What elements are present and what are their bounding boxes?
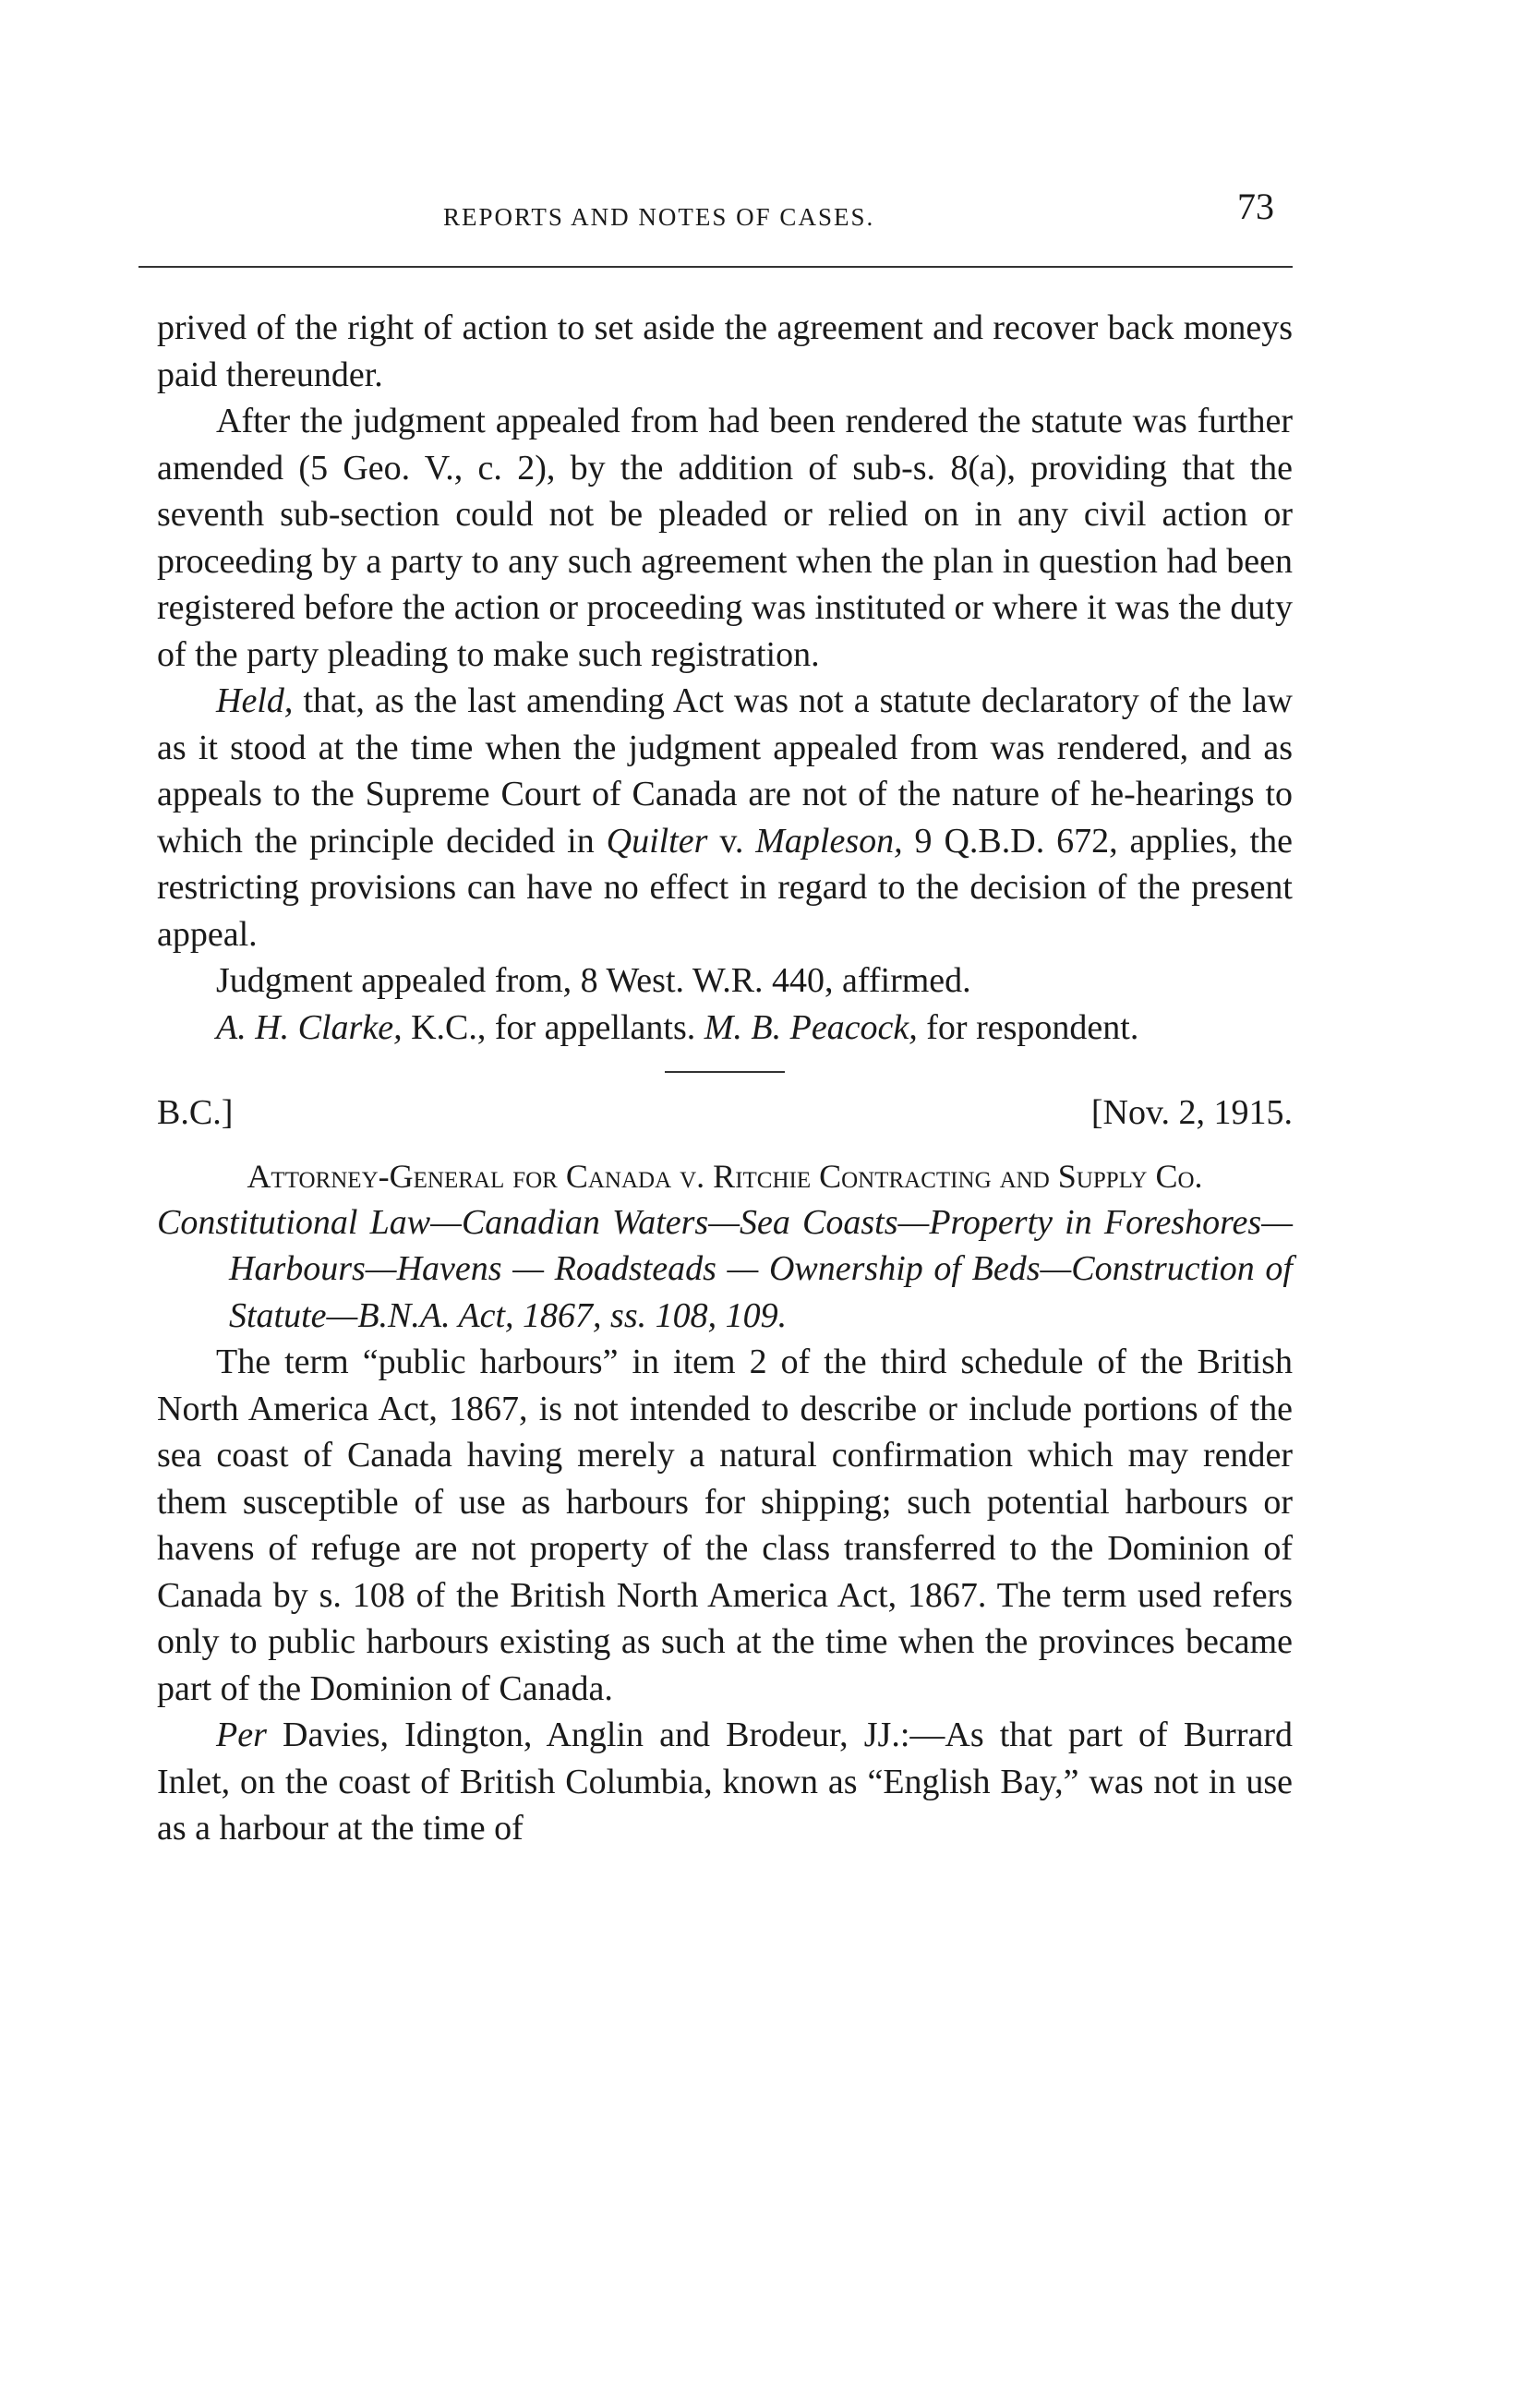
page-number: 73 <box>1237 186 1274 227</box>
case-separator <box>665 1071 785 1073</box>
held-v: v. <box>707 821 756 861</box>
page-header <box>157 175 1293 240</box>
counsel-a-name: A. H. Clarke, <box>216 1007 403 1047</box>
per-label: Per <box>216 1716 267 1754</box>
held-case-a: Quilter <box>606 821 708 861</box>
per-paragraph <box>157 1712 1293 1852</box>
held-text-2: 9 Q.B.D. 672, applies, the restricting provisions can have no effect in regard to the decision of the present appeal. <box>157 821 1293 954</box>
counsel-a-role: K.C., for appellants. <box>402 1007 704 1047</box>
counsel-b-name: M. B. Peacock, <box>704 1007 918 1047</box>
document-page <box>157 175 1293 1848</box>
amendment-paragraph: After the judgment appealed from had been rendered the statute was further amended (5 Geo. V., c. 2), by the addition of sub-s. 8(a), providing that the seventh sub-section could not be pleaded or relied on in any civil action or proceeding by a party to any such agreement when the plan in question had been registered before the action or proceeding was instituted or where it was the duty of the party pleading to make such registration. <box>157 402 1293 674</box>
counsel-paragraph <box>157 1005 1293 1052</box>
held-paragraph <box>157 678 1293 957</box>
held-label: Held, <box>216 681 294 720</box>
per-text: Davies, Idington, Anglin and Brodeur, JJ.:—As that part of Burrard Inlet, on the coast of British Columbia, known as “English Bay,” was not in use as a harbour at the time of <box>157 1716 1293 1848</box>
held-text-1: that, as the last amending Act was not a statute declaratory of the law as it stood at the time when the judgment appealed from was rendered, and as appeals to the Supreme Court of Canada are not of the nature of he-hearings to which the principle decided in <box>157 681 1293 861</box>
counsel-b-role: for respondent. <box>917 1007 1139 1047</box>
held-case-b: Mapleson, <box>755 821 903 861</box>
header-rule <box>138 266 1293 268</box>
catchwords: Constitutional Law—Canadian Waters—Sea Coasts—Property in Foreshores—Harbours—Havens — Roadsteads — Ownership of Beds—Construction of Statute—B.N.A. Act, 1867, ss. 108, 109. <box>157 1202 1293 1335</box>
case-title: Attorney-General for Canada v. Ritchie Contracting and Supply Co. <box>247 1157 1203 1195</box>
running-head: REPORTS AND NOTES OF CASES. <box>443 203 875 231</box>
continuation-paragraph: prived of the right of action to set aside the agreement and recover back moneys paid thereunder. <box>157 308 1293 394</box>
headnote-paragraph: The term “public harbours” in item 2 of the third schedule of the British North America Act, 1867, is not intended to describe or include portions of the sea coast of Canada having merely a natural confirmation which may render them susceptible of use as harbours for shipping; such potential harbours or havens of refuge are not property of the class transferred to the Dominion of Canada by s. 108 of the British North America Act, 1867. The term used refers only to public harbours existing as such at the time when the provinces became part of the Dominion of Canada. <box>157 1342 1293 1708</box>
court-line <box>157 1090 1293 1137</box>
body-text <box>157 305 1293 1852</box>
judgment-paragraph: Judgment appealed from, 8 West. W.R. 440, affirmed. <box>216 961 971 1000</box>
decision-date: [Nov. 2, 1915. <box>1090 1093 1293 1132</box>
court-name: B.C.] <box>157 1093 234 1132</box>
